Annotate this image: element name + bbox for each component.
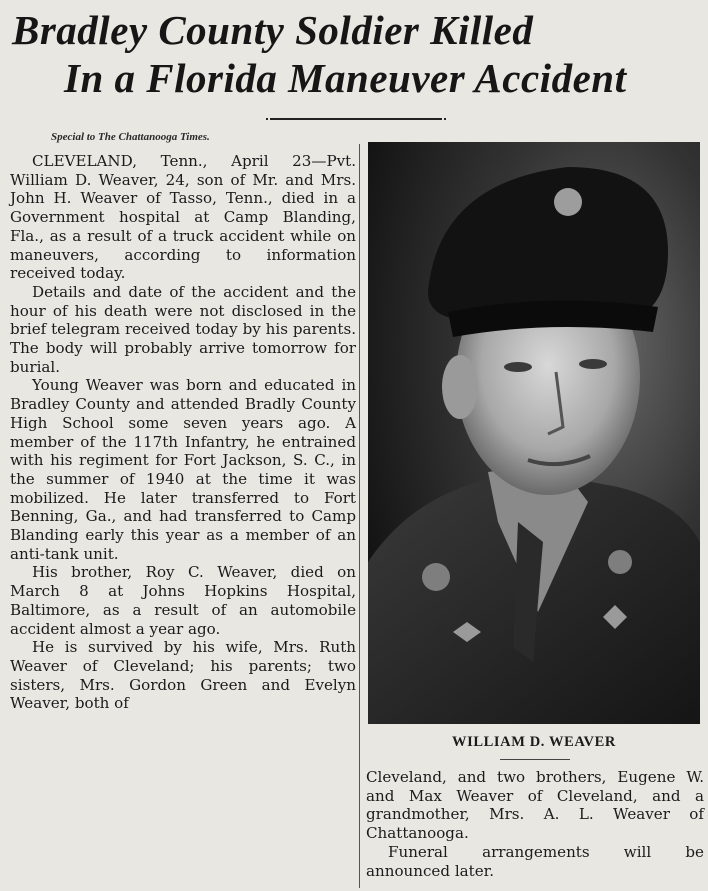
portrait-illustration bbox=[368, 142, 700, 724]
article-column-left bbox=[10, 152, 356, 713]
article-paragraph: He is survived by his wife, Mrs. Ruth Weaver of Cleveland; his parents; two sisters, Mrs. Gordon Green and Evelyn Weaver, both of bbox=[10, 638, 356, 713]
headline-line-2: In a Florida Maneuver Accident bbox=[64, 55, 627, 101]
article-paragraph: CLEVELAND, Tenn., April 23—Pvt. William D. Weaver, 24, son of Mr. and Mrs. John H. Weaver of Tasso, Tenn., died in a Government hospital at Camp Blanding, Fla., as a result of a truck accident while on maneuvers, according to information received today. bbox=[10, 152, 356, 283]
caption-divider bbox=[500, 759, 570, 760]
soldier-portrait-photo bbox=[368, 142, 700, 724]
headline-divider bbox=[270, 118, 442, 120]
article-paragraph: Cleveland, and two brothers, Eugene W. and Max Weaver of Cleveland, and a grandmother, Mrs. A. L. Weaver of Chattanooga. bbox=[366, 768, 704, 843]
article-paragraph: Young Weaver was born and educated in Bradley County and attended Bradly County High School some seven years ago. A member of the 117th Infantry, he entrained with his regiment for Fort Jackson, S. C., in the summer of 1940 at the time it was mobilized. He later transferred to Fort Benning, Ga., and had transferred to Camp Blanding early this year as a member of an anti-tank unit. bbox=[10, 376, 356, 563]
photo-caption: WILLIAM D. WEAVER bbox=[452, 734, 616, 750]
column-divider bbox=[359, 144, 360, 888]
article-paragraph: Funeral arrangements will be announced later. bbox=[366, 842, 704, 880]
headline-line-1: Bradley County Soldier Killed bbox=[12, 7, 534, 53]
byline: Special to The Chattanooga Times. bbox=[51, 131, 210, 143]
article-column-right bbox=[366, 768, 704, 880]
article-paragraph: Details and date of the accident and the hour of his death were not disclosed in the brief telegram received today by his parents. The body will probably arrive tomorrow for burial. bbox=[10, 282, 356, 376]
article-paragraph: His brother, Roy C. Weaver, died on March 8 at Johns Hopkins Hospital, Baltimore, as a result of an automobile accident almost a year ago. bbox=[10, 563, 356, 638]
